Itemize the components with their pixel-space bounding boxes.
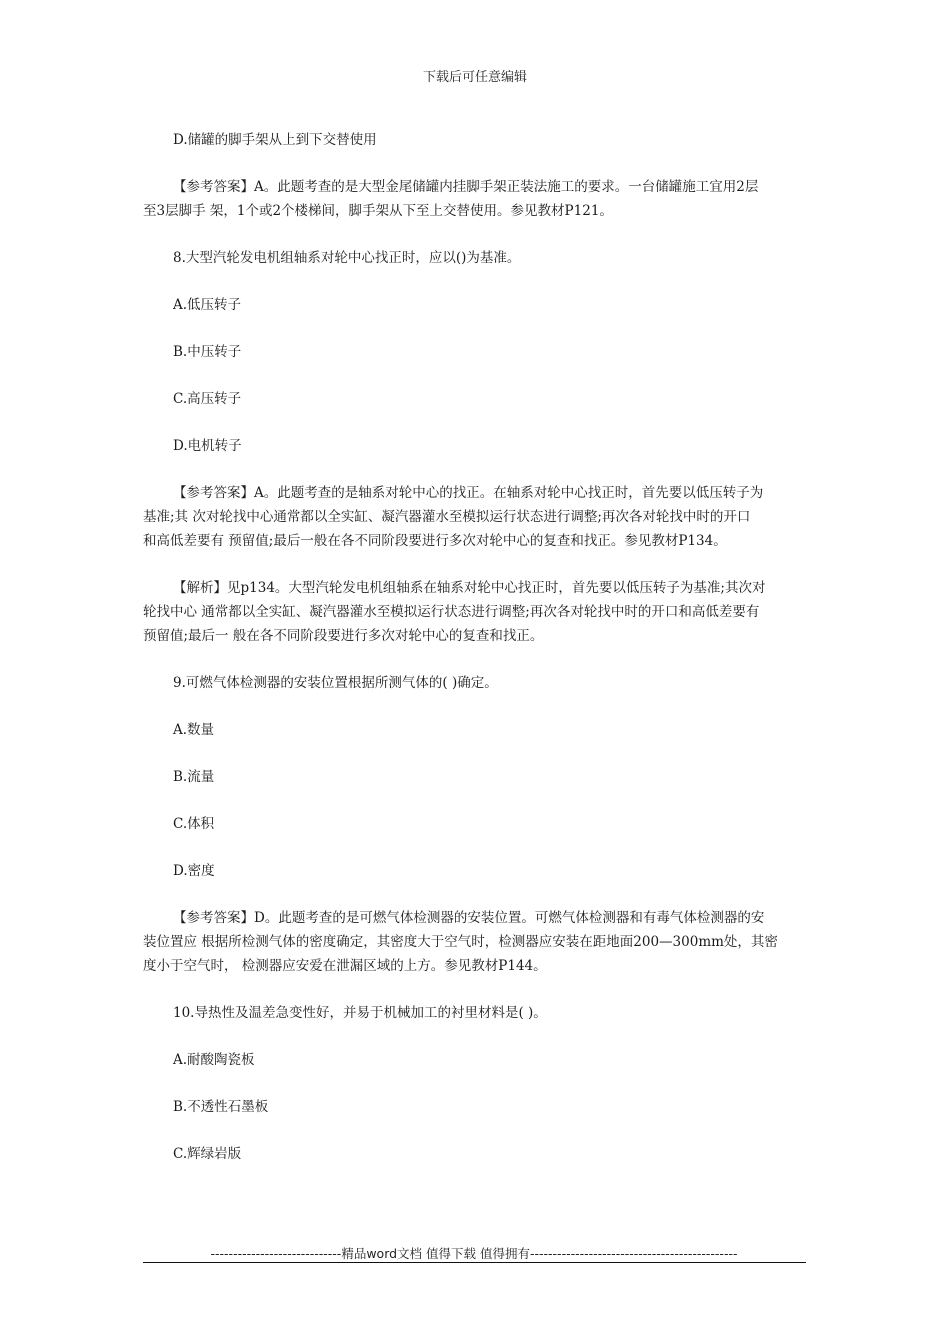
q9-answer-line: 【参考答案】D。此题考查的是可燃气体检测器的安装位置。可燃气体检测器和有毒气体检测器的安 bbox=[173, 910, 765, 926]
q8-question: 8.大型汽轮发电机组轴系对轮中心找正时，应以()为基准。 bbox=[173, 250, 521, 266]
q9-question: 9.可燃气体检测器的安装位置根据所测气体的( )确定。 bbox=[173, 675, 498, 691]
q7-answer bbox=[143, 175, 808, 223]
q9-answer-line: 装位置应 根据所检测气体的密度确定，其密度大于空气时，检测器应安装在距地面200—300mm处，其密 bbox=[143, 934, 778, 950]
q8-answer bbox=[143, 481, 808, 553]
q8-option-c: C.高压转子 bbox=[173, 391, 242, 407]
q7-option-d: D.储罐的脚手架从上到下交替使用 bbox=[173, 132, 377, 148]
q8-analysis-line: 轮找中心 通常都以全实缸、凝汽器灌水至模拟运行状态进行调整;再次各对轮找中时的开口和高低差要有 bbox=[143, 604, 760, 620]
q8-option-d: D.电机转子 bbox=[173, 438, 242, 454]
q7-answer-line: 【参考答案】A。此题考查的是大型金尾储罐内挂脚手架正装法施工的要求。一台储罐施工宜用2层 bbox=[173, 179, 759, 195]
q7-answer-line: 至3层脚手 架，1个或2个楼梯间，脚手架从下至上交替使用。参见教材P121。 bbox=[143, 203, 613, 219]
q9-option-c: C.体积 bbox=[173, 816, 215, 832]
q8-analysis-line: 预留值;最后一 般在各不同阶段要进行多次对轮中心的复查和找正。 bbox=[143, 628, 544, 644]
page-footer: -----------------------------精品word文档 值得下载 值得拥有---------------------------------------------- bbox=[210, 1246, 738, 1261]
q8-analysis-line: 【解析】见p134。大型汽轮发电机组轴系在轴系对轮中心找正时，首先要以低压转子为基准;其次对 bbox=[173, 580, 766, 596]
q8-option-b: B.中压转子 bbox=[173, 344, 242, 360]
document-body bbox=[143, 128, 808, 1166]
page-header: 下载后可任意编辑 bbox=[422, 70, 527, 85]
q9-answer bbox=[143, 906, 808, 978]
q10-option-c: C.辉绿岩版 bbox=[173, 1146, 242, 1162]
q10-option-a: A.耐酸陶瓷板 bbox=[173, 1052, 255, 1068]
q8-answer-line: 和高低差要有 预留值;最后一般在各不同阶段要进行多次对轮中心的复查和找正。参见教材P134。 bbox=[143, 533, 727, 549]
q8-analysis bbox=[143, 576, 808, 648]
q10-option-b: B.不透性石墨板 bbox=[173, 1099, 269, 1115]
q9-option-b: B.流量 bbox=[173, 769, 215, 785]
q8-option-a: A.低压转子 bbox=[173, 297, 242, 313]
q9-answer-line: 度小于空气时， 检测器应安爱在泄漏区域的上方。参见教材P144。 bbox=[143, 958, 547, 974]
q10-question: 10.导热性及温差急变性好，并易于机械加工的衬里材料是( )。 bbox=[173, 1005, 547, 1021]
footer-divider bbox=[143, 1262, 806, 1263]
q9-option-d: D.密度 bbox=[173, 863, 215, 879]
q9-option-a: A.数量 bbox=[173, 722, 215, 738]
q8-answer-line: 【参考答案】A。此题考查的是轴系对轮中心的找正。在轴系对轮中心找正时，首先要以低压转子为 bbox=[173, 485, 764, 501]
q8-answer-line: 基准;其 次对轮找中心通常都以全实缸、凝汽器灌水至模拟运行状态进行调整;再次各对轮找中时的开口 bbox=[143, 509, 751, 525]
